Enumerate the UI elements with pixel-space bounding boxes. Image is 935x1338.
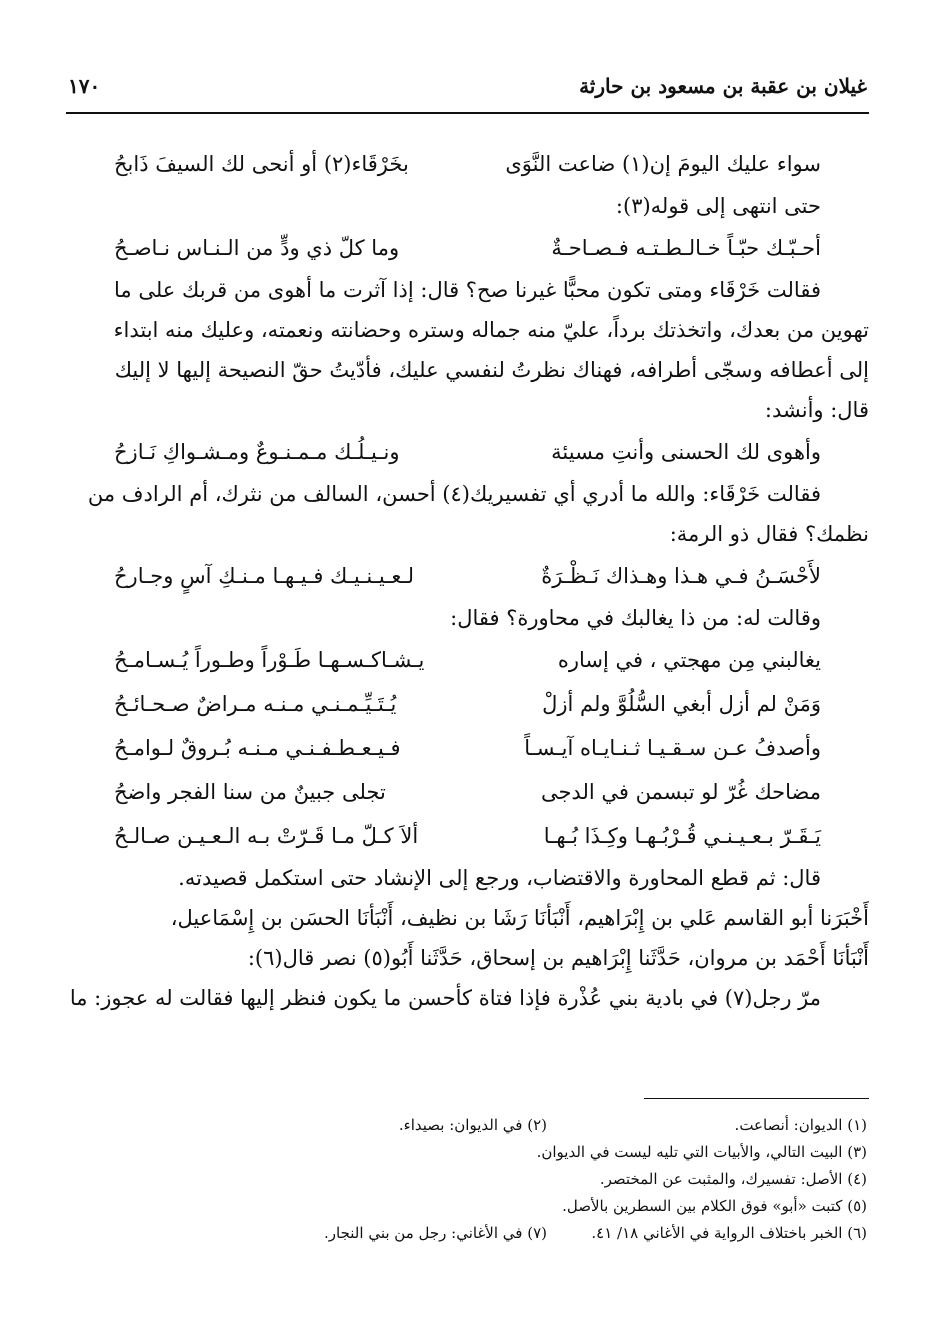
header-rule [66, 112, 869, 114]
main-text [66, 142, 869, 1018]
prose-line: فقالت خَرْقَاء: والله ما أدري أي تفسيريك(٤) أحسن، السالف من نثرك، أم الرادف من [87, 482, 821, 506]
verse-second-hemistich: لـعـيـنـيـك فـيـهـا مـنـكِ آسٍ وجـارحُ [114, 564, 415, 588]
running-title: غيلان بن عقبة بن مسعود بن حارثة [579, 74, 867, 98]
page-number: ١٧٠ [68, 74, 101, 98]
footnote: (١) الديوان: أنصاعت. [734, 1116, 867, 1134]
prose-line: وقالت له: من ذا يغالبك في محاورة؟ فقال: [450, 606, 821, 630]
prose-line: نظمك؟ فقال ذو الرمة: [669, 522, 869, 546]
verse-line [66, 226, 869, 270]
verse-first-hemistich: وأهوى لك الحسنى وأنتِ مسيئة [551, 440, 821, 464]
verse-first-hemistich: وَمَنْ لم أزل أبغي السُّلُوَّ ولم أزلْ [542, 692, 821, 716]
prose-line: قال: ثم قطع المحاورة والاقتضاب، ورجع إلى الإنشاد حتى استكمل قصيدته. [178, 866, 821, 890]
verse-line [66, 726, 869, 770]
verse-second-hemistich: يـشـاكـسـهـا طَـوْراً وطـوراً يُـسـامـحُ [114, 648, 425, 672]
verse-first-hemistich: مضاحك غُرّ لو تبسمن في الدجى [540, 780, 821, 804]
verse-line [66, 814, 869, 858]
footnote-row [66, 1166, 867, 1193]
footnote [227, 1166, 547, 1193]
footnote: (٤) الأصل: تفسيرك، والمثبت عن المختصر. [599, 1170, 867, 1188]
prose-line: قال: وأنشد: [764, 398, 869, 422]
prose-line: إلى أعطافه وسجّى أطرافه، فهناك نظرتُ لنفسي عليك، فأدّيتُ حقّ النصيحة إليها لا إليك [114, 358, 869, 382]
verse-line [66, 770, 869, 814]
prose-line: تهوين من بعدك، واتخذتك برداً، عليّ منه جماله وستره وحضانته ونعمته، وعليك منه ابتداء [113, 318, 869, 342]
prose-line: أَخْبَرَنا أبو القاسم عَلي بن إِبْرَاهيم، أَنْبَأنَا رَشَا بن نظيف، أَنْبَأنَا الحسَن بن إِسْمَاعيل، [170, 906, 869, 930]
footnotes [66, 1112, 867, 1247]
footnote: (٢) في الديوان: بصيداء. [398, 1116, 547, 1134]
verse-line [66, 430, 869, 474]
footnote: (٦) الخبر باختلاف الرواية في الأغاني ١٨/ ٤١. [591, 1224, 867, 1242]
prose-line: حتى انتهى إلى قوله(٣): [615, 194, 821, 218]
verse-second-hemistich: بخَرْقَاء(٢) أو أنحى لك السيفَ ذَابحُ [114, 152, 409, 176]
verse-first-hemistich: أحـبّـك حبّـاً خـالـطـتـه فـصـاحـةٌ [551, 236, 821, 260]
footnote [227, 1193, 547, 1220]
verse-second-hemistich: ونـيـلُـك مـمـنـوعٌ ومـشـواكِ نَـازحُ [114, 440, 400, 464]
footnote [227, 1139, 547, 1166]
page-header [68, 66, 867, 106]
prose-line: فقالت خَرْقَاء ومتى تكون محبًّا غيرنا صح؟ قال: إذا آثرت ما أهوى من قربك على ما [114, 278, 821, 302]
footnote: (٥) كتبت «أبو» فوق الكلام بين السطرين بالأصل. [562, 1197, 867, 1215]
verse-line [66, 638, 869, 682]
footnote-row [66, 1139, 867, 1166]
prose-line: أَنْبَأنَا أَحْمَد بن مروان، حَدَّثَنا إِبْرَاهيم بن إسحاق، حَدَّثَنا أَبُو(٥) نصر قال(٦): [247, 946, 869, 970]
footnote: (٣) البيت التالي، والأبيات التي تليه ليست في الديوان. [536, 1143, 867, 1161]
footnote-row [66, 1193, 867, 1220]
verse-line [66, 554, 869, 598]
verse-second-hemistich: ألاَ كـلّ مـا قَـرّتْ بـه الـعـيـن صـالـحُ [114, 824, 419, 848]
footnote-row [66, 1112, 867, 1139]
verse-second-hemistich: يُـتَـيِّـمـنـي مـنـه مـراضٌ صـحـائـحُ [114, 692, 397, 716]
verse-line [66, 142, 869, 186]
verse-first-hemistich: لأَحْسَـنُ فـي هـذا وهـذاك نَـظْـرَةٌ [541, 564, 821, 588]
verse-second-hemistich: تجلى جبينٌ من سنا الفجر واضحُ [114, 780, 386, 804]
footnote-separator [644, 1098, 869, 1099]
footnote-row [66, 1220, 867, 1247]
prose-line: مرّ رجل(٧) في بادية بني عُذْرة فإذا فتاة كأحسن ما يكون فنظر إليها فقالت له عجوز: ما [69, 986, 821, 1010]
verse-line [66, 682, 869, 726]
verse-first-hemistich: سواء عليك اليومَ إن(١) ضاعت النَّوَى [505, 152, 821, 176]
footnote: (٧) في الأغاني: رجل من بني النجار. [324, 1224, 547, 1242]
verse-first-hemistich: وأصدفُ عـن سـقـيـا ثـنـايـاه آيـسـاً [524, 736, 821, 760]
verse-first-hemistich: يغالبني مِن مهجتي ، في إساره [557, 648, 821, 672]
verse-second-hemistich: وما كلّ ذي ودٍّ من الـنـاس نـاصـحُ [114, 236, 400, 260]
verse-first-hemistich: يَـقَـرّ بـعـيـنـي قُـرْبُـهـا وكِـذَا بُـهـا [543, 824, 821, 848]
verse-second-hemistich: فـيـعـطـفـنـي مـنـه بُـروقٌ لـوامـحُ [114, 736, 401, 760]
